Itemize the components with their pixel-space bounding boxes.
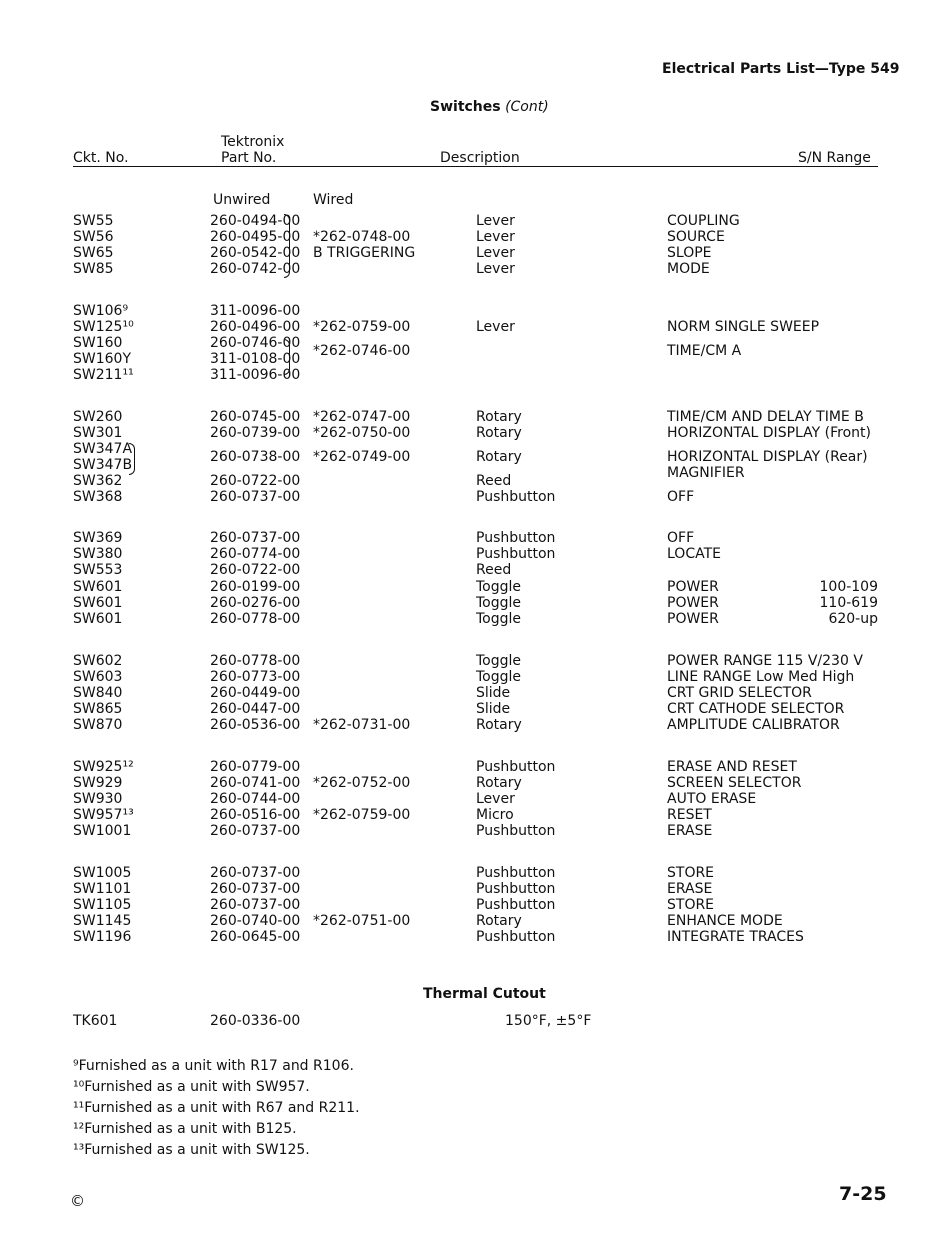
function-cell: INTEGRATE TRACES <box>667 929 804 945</box>
function-cell: POWER <box>667 611 719 627</box>
type-cell: Lever <box>476 213 515 229</box>
function-cell: OFF <box>667 530 695 546</box>
function-cell: COUPLING <box>667 213 740 229</box>
ckt-cell: SW211¹¹ <box>73 367 134 383</box>
type-cell: Lever <box>476 791 515 807</box>
thermal-title: Thermal Cutout <box>423 986 546 1002</box>
type-cell: Pushbutton <box>476 823 556 839</box>
copyright-mark: © <box>70 1192 85 1210</box>
part-wired-cell: *262-0752-00 <box>313 775 411 791</box>
part-unwired-cell: 260-0449-00 <box>210 685 301 701</box>
ckt-cell: SW601 <box>73 579 123 595</box>
part-unwired-cell: 260-0737-00 <box>210 881 301 897</box>
sw347-unwired: 260-0738-00 <box>210 449 301 465</box>
ckt-cell: SW865 <box>73 701 123 717</box>
thermal-part: 260-0336-00 <box>210 1013 301 1029</box>
function-cell: ERASE AND RESET <box>667 759 797 775</box>
part-unwired-cell: 260-0779-00 <box>210 759 301 775</box>
sw347-name: HORIZONTAL DISPLAY (Rear) <box>667 449 868 465</box>
ckt-cell: SW957¹³ <box>73 807 134 823</box>
function-cell: CRT CATHODE SELECTOR <box>667 701 845 717</box>
part-unwired-cell: 260-0746-00 <box>210 335 301 351</box>
ckt-cell: SW929 <box>73 775 123 791</box>
function-cell: LINE RANGE Low Med High <box>667 669 855 685</box>
function-cell: MODE <box>667 261 710 277</box>
thermal-ckt: TK601 <box>73 1013 118 1029</box>
group-brace <box>284 339 290 375</box>
group-brace <box>129 443 135 475</box>
ckt-cell: SW125¹⁰ <box>73 319 134 335</box>
ckt-cell: SW106⁹ <box>73 303 129 319</box>
ckt-cell: SW1001 <box>73 823 132 839</box>
ckt-cell: SW1101 <box>73 881 132 897</box>
ckt-cell: SW55 <box>73 213 114 229</box>
ckt-cell: SW56 <box>73 229 114 245</box>
type-cell: Rotary <box>476 913 522 929</box>
footnote: ¹²Furnished as a unit with B125. <box>73 1121 297 1137</box>
part-unwired-cell: 260-0741-00 <box>210 775 301 791</box>
part-unwired-cell: 260-0742-00 <box>210 261 301 277</box>
page-header: Electrical Parts List—Type 549 <box>662 61 900 77</box>
type-cell: Reed <box>476 473 512 489</box>
function-cell: STORE <box>667 897 715 913</box>
part-unwired-cell: 260-0542-00 <box>210 245 301 261</box>
type-cell: Lever <box>476 229 515 245</box>
function-cell: POWER <box>667 595 719 611</box>
ckt-cell: SW601 <box>73 595 123 611</box>
type-cell: Lever <box>476 245 515 261</box>
part-unwired-cell: 260-0496-00 <box>210 319 301 335</box>
part-unwired-cell: 260-0536-00 <box>210 717 301 733</box>
part-unwired-cell: 260-0516-00 <box>210 807 301 823</box>
part-unwired-cell: 260-0447-00 <box>210 701 301 717</box>
sn-range-cell: 620-up <box>828 611 878 627</box>
sw347-type: Rotary <box>476 449 522 465</box>
part-unwired-cell: 260-0737-00 <box>210 489 301 505</box>
ckt-cell: SW1196 <box>73 929 132 945</box>
function-cell: HORIZONTAL DISPLAY (Front) <box>667 425 871 441</box>
ckt-cell: SW369 <box>73 530 123 546</box>
section-title-sub: (Cont) <box>505 99 549 115</box>
part-unwired-cell: 260-0774-00 <box>210 546 301 562</box>
col-header-sn-range: S/N Range <box>798 150 871 166</box>
type-cell: Rotary <box>476 425 522 441</box>
part-unwired-cell: 260-0773-00 <box>210 669 301 685</box>
function-cell: OFF <box>667 489 695 505</box>
ckt-cell: SW301 <box>73 425 123 441</box>
type-cell: Toggle <box>476 669 522 685</box>
part-wired-cell: *262-0748-00 <box>313 229 411 245</box>
part-wired-cell: B TRIGGERING <box>313 245 416 261</box>
ckt-cell: SW840 <box>73 685 123 701</box>
section-title-main: Switches <box>430 99 501 115</box>
function-cell: LOCATE <box>667 546 721 562</box>
ckt-cell: SW601 <box>73 611 123 627</box>
part-wired-cell: *262-0759-00 <box>313 807 411 823</box>
sn-range-cell: 100-109 <box>819 579 878 595</box>
footnote: ⁹Furnished as a unit with R17 and R106. <box>73 1058 354 1074</box>
ckt-cell: SW930 <box>73 791 123 807</box>
type-cell: Toggle <box>476 579 522 595</box>
page-number: 7-25 <box>839 1183 887 1205</box>
part-unwired-cell: 260-0645-00 <box>210 929 301 945</box>
part-wired-cell: *262-0759-00 <box>313 319 411 335</box>
part-unwired-cell: 260-0737-00 <box>210 530 301 546</box>
function-cell: NORM SINGLE SWEEP <box>667 319 820 335</box>
part-unwired-cell: 311-0096-00 <box>210 367 301 383</box>
function-cell: ERASE <box>667 881 713 897</box>
ckt-cell: SW380 <box>73 546 123 562</box>
part-wired-cell: *262-0731-00 <box>313 717 411 733</box>
col-header-ckt: Ckt. No. <box>73 150 129 166</box>
part-unwired-cell: 311-0096-00 <box>210 303 301 319</box>
thermal-description: 150°F, ±5°F <box>505 1013 592 1029</box>
ckt-cell: SW1005 <box>73 865 132 881</box>
function-cell: ENHANCE MODE <box>667 913 783 929</box>
type-cell: Pushbutton <box>476 489 556 505</box>
type-cell: Lever <box>476 319 515 335</box>
part-unwired-cell: 260-0744-00 <box>210 791 301 807</box>
type-cell: Micro <box>476 807 514 823</box>
part-unwired-cell: 260-0737-00 <box>210 897 301 913</box>
type-cell: Slide <box>476 685 511 701</box>
part-unwired-cell: 260-0495-00 <box>210 229 301 245</box>
part-wired-cell: *262-0747-00 <box>313 409 411 425</box>
type-cell: Slide <box>476 701 511 717</box>
part-unwired-cell: 260-0740-00 <box>210 913 301 929</box>
sw160-wired: *262-0746-00 <box>313 343 411 359</box>
header-rule <box>73 166 878 167</box>
type-cell: Pushbutton <box>476 929 556 945</box>
ckt-cell: SW925¹² <box>73 759 134 775</box>
ckt-cell: SW603 <box>73 669 123 685</box>
function-cell: SCREEN SELECTOR <box>667 775 802 791</box>
section-title <box>430 99 549 115</box>
part-unwired-cell: 260-0737-00 <box>210 865 301 881</box>
ckt-cell: SW1105 <box>73 897 132 913</box>
type-cell: Toggle <box>476 653 522 669</box>
ckt-cell: SW1145 <box>73 913 132 929</box>
ckt-cell: SW347A <box>73 441 133 457</box>
part-unwired-cell: 260-0199-00 <box>210 579 301 595</box>
footnote: ¹¹Furnished as a unit with R67 and R211. <box>73 1100 360 1116</box>
part-unwired-cell: 260-0276-00 <box>210 595 301 611</box>
type-cell: Pushbutton <box>476 865 556 881</box>
function-cell: ERASE <box>667 823 713 839</box>
group-brace <box>284 214 290 278</box>
part-unwired-cell: 260-0494-00 <box>210 213 301 229</box>
function-cell: POWER RANGE 115 V/230 V <box>667 653 863 669</box>
part-unwired-cell: 260-0722-00 <box>210 473 301 489</box>
footnote: ¹³Furnished as a unit with SW125. <box>73 1142 310 1158</box>
type-cell: Pushbutton <box>476 897 556 913</box>
sn-range-cell: 110-619 <box>819 595 878 611</box>
type-cell: Rotary <box>476 775 522 791</box>
function-cell: POWER <box>667 579 719 595</box>
type-cell: Pushbutton <box>476 546 556 562</box>
part-wired-cell: *262-0751-00 <box>313 913 411 929</box>
part-unwired-cell: 260-0778-00 <box>210 653 301 669</box>
type-cell: Reed <box>476 562 512 578</box>
function-cell: CRT GRID SELECTOR <box>667 685 812 701</box>
col-header-description: Description <box>440 150 520 166</box>
part-unwired-cell: 260-0737-00 <box>210 823 301 839</box>
type-cell: Rotary <box>476 409 522 425</box>
ckt-cell: SW870 <box>73 717 123 733</box>
function-cell: STORE <box>667 865 715 881</box>
sw160-name: TIME/CM A <box>667 343 742 359</box>
part-unwired-cell: 311-0108-00 <box>210 351 301 367</box>
ckt-cell: SW260 <box>73 409 123 425</box>
ckt-cell: SW85 <box>73 261 114 277</box>
type-cell: Pushbutton <box>476 759 556 775</box>
type-cell: Pushbutton <box>476 530 556 546</box>
type-cell: Pushbutton <box>476 881 556 897</box>
part-unwired-cell: 260-0745-00 <box>210 409 301 425</box>
type-cell: Toggle <box>476 595 522 611</box>
function-cell: SOURCE <box>667 229 725 245</box>
sw347-wired: *262-0749-00 <box>313 449 411 465</box>
part-wired-cell: *262-0750-00 <box>313 425 411 441</box>
function-cell: RESET <box>667 807 712 823</box>
function-cell: TIME/CM AND DELAY TIME B <box>667 409 864 425</box>
ckt-cell: SW362 <box>73 473 123 489</box>
ckt-cell: SW160Y <box>73 351 132 367</box>
subheader-unwired: Unwired <box>213 192 271 208</box>
type-cell: Rotary <box>476 717 522 733</box>
type-cell: Lever <box>476 261 515 277</box>
type-cell: Toggle <box>476 611 522 627</box>
ckt-cell: SW553 <box>73 562 123 578</box>
part-unwired-cell: 260-0722-00 <box>210 562 301 578</box>
function-cell: AUTO ERASE <box>667 791 757 807</box>
part-unwired-cell: 260-0739-00 <box>210 425 301 441</box>
col-header-part: Part No. <box>221 150 277 166</box>
col-header-part-top: Tektronix <box>221 134 285 150</box>
ckt-cell: SW602 <box>73 653 123 669</box>
ckt-cell: SW368 <box>73 489 123 505</box>
subheader-wired: Wired <box>313 192 354 208</box>
function-cell: AMPLITUDE CALIBRATOR <box>667 717 840 733</box>
ckt-cell: SW65 <box>73 245 114 261</box>
ckt-cell: SW160 <box>73 335 123 351</box>
ckt-cell: SW347B <box>73 457 133 473</box>
function-cell: SLOPE <box>667 245 712 261</box>
part-unwired-cell: 260-0778-00 <box>210 611 301 627</box>
footnote: ¹⁰Furnished as a unit with SW957. <box>73 1079 310 1095</box>
sw347-name2: MAGNIFIER <box>667 465 745 481</box>
